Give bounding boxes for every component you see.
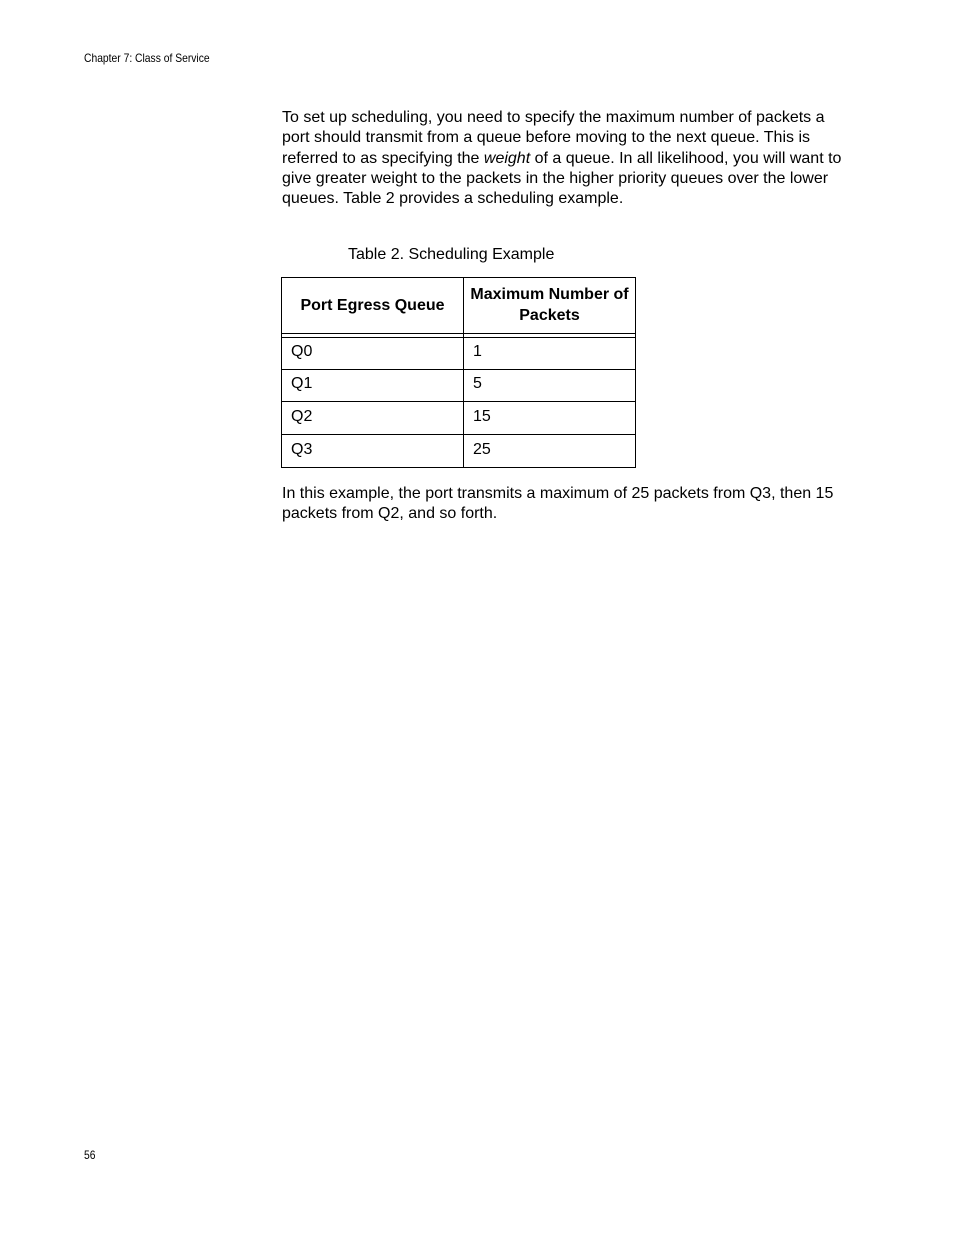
conclusion-paragraph: In this example, the port transmits a maximum of 25 packets from Q3, then 15 packets from Q2, and so forth. [282, 485, 834, 523]
table-cell-packets: 25 [473, 441, 491, 458]
table-cell-queue: Q3 [291, 441, 313, 458]
page-number: 56 [84, 1148, 96, 1162]
intro-text-end: of a queue. In all likelihood, you will want to give greater weight to the packets in the higher priority queues over the lower queues. Table 2 provides a scheduling example. [282, 149, 842, 208]
row-rule [282, 401, 635, 402]
table-cell-queue: Q1 [291, 375, 313, 392]
table-caption: Table 2. Scheduling Example [348, 246, 555, 263]
header-rule-bottom [282, 337, 635, 338]
table-cell-packets: 15 [473, 408, 491, 425]
intro-text-start: To set up scheduling, you need to specify the maximum number of packets a port should transmit from a queue before moving to the next queue. This is referred to as specifying the [282, 109, 825, 167]
header-rule-top [282, 333, 635, 334]
row-rule [282, 369, 635, 370]
intro-emphasis: weight [483, 149, 531, 167]
column-header-queue: Port Egress Queue [300, 297, 445, 314]
table-cell-packets: 1 [473, 343, 482, 360]
scheduling-table [281, 277, 636, 468]
running-head: Chapter 7: Class of Service [84, 51, 210, 65]
row-rule [282, 434, 635, 435]
table-cell-queue: Q2 [291, 408, 313, 425]
table-cell-packets: 5 [473, 375, 482, 392]
column-header-max-packets: Maximum Number of Packets [470, 286, 629, 324]
intro-paragraph [282, 108, 842, 209]
table-cell-queue: Q0 [291, 343, 313, 360]
